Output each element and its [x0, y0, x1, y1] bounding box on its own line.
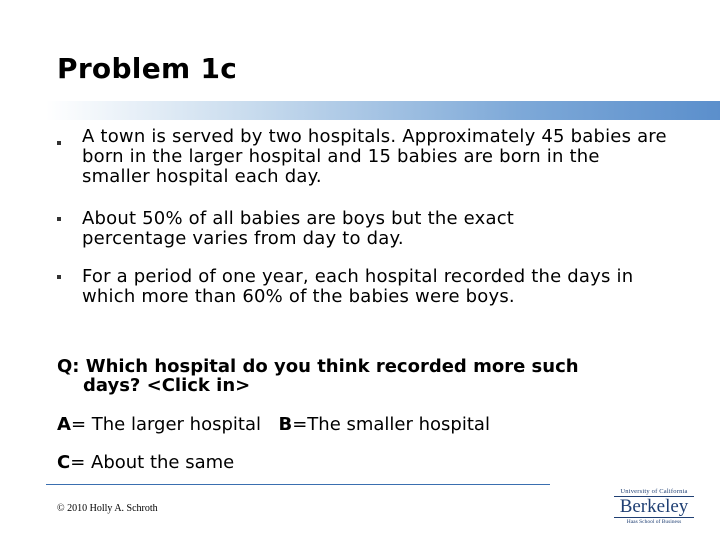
answer-a-text: = The larger hospital	[70, 414, 261, 435]
berkeley-haas-logo	[614, 488, 694, 528]
logo-main-text: Berkeley	[619, 496, 689, 517]
answer-option-c	[57, 452, 234, 473]
title-underline-bar	[46, 101, 720, 120]
answer-c-text: = About the same	[70, 452, 235, 473]
bullet-text-2: About 50% of all babies are boys but the exact percentage varies from day to day.	[82, 208, 515, 249]
answer-b-text: =The smaller hospital	[292, 414, 490, 435]
question-line-1: Q: Which hospital do you think recorded more such	[57, 356, 579, 377]
question-line-2: days? <Click in>	[83, 375, 251, 396]
slide-title: Problem 1c	[57, 52, 238, 85]
answer-a-label: A	[57, 414, 71, 435]
answer-c-label: C	[57, 452, 71, 473]
question-text	[57, 357, 657, 395]
bullet-dot-icon	[57, 275, 61, 279]
bullet-text-3: For a period of one year, each hospital recorded the days in which more than 60% of the babies were boys.	[82, 266, 634, 307]
logo-top-text: University of California	[614, 488, 694, 497]
bullet-dot-icon	[57, 217, 61, 221]
copyright-text: © 2010 Holly A. Schroth	[57, 503, 158, 514]
bullet-text-1: A town is served by two hospitals. Approximately 45 babies are born in the larger hospital and 15 babies are born in the smaller hospital each day.	[82, 126, 667, 187]
bullet-dot-icon	[57, 141, 61, 145]
answer-b-label: B	[278, 414, 293, 435]
footer-divider	[46, 484, 550, 485]
answer-options-ab	[57, 414, 490, 435]
logo-sub-text: Haas School of Business	[614, 517, 694, 525]
